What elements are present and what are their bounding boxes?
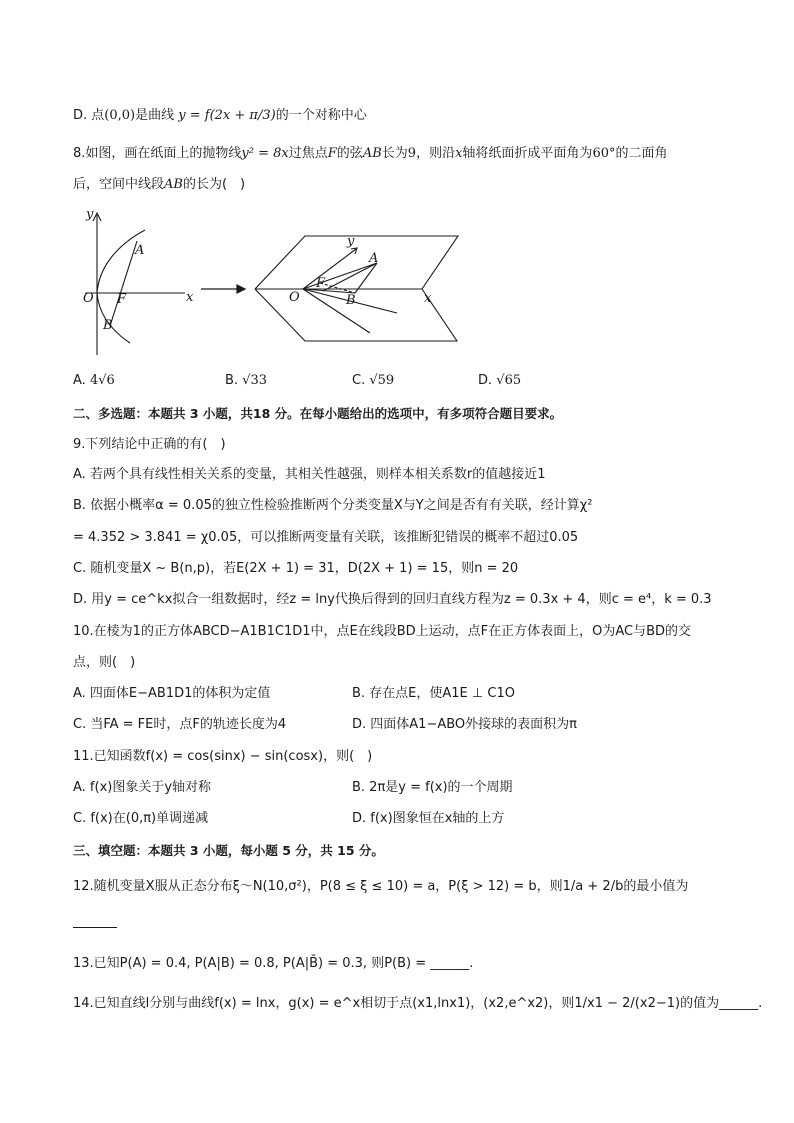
q7-option-d: D. 点(0,0)是曲线 y = f(2x + π/3)的一个对称中心 — [73, 108, 367, 123]
q11-option-b: B. 2π是y = f(x)的一个周期 — [352, 780, 513, 795]
q10-option-a: A. 四面体E−AB1D1的体积为定值 — [73, 686, 271, 701]
q8-figure — [65, 205, 465, 360]
label-o-right: O — [289, 290, 300, 305]
parabola-diagram — [85, 213, 185, 355]
q13-stem: 13.已知P(A) = 0.4, P(A|B) = 0.8, P(A|B̄) = 0.3, 则P(B) = ______. — [73, 956, 474, 971]
label-y-left: y — [86, 207, 94, 222]
q8-options — [73, 373, 773, 393]
folded-plane-diagram — [255, 236, 458, 341]
q9-option-b-line2: = 4.352 > 3.841 = χ0.05，可以推断两变量有关联，该推断犯错误的概率不超过0.05 — [73, 530, 579, 545]
q10-options-row1 — [73, 685, 515, 703]
q10-option-d: D. 四面体A1−ABO外接球的表面积为π — [352, 717, 577, 732]
q9-option-d: D. 用y = ce^kx拟合一组数据时，经z = lny代换后得到的回归直线方程为z = 0.3x + 4，则c = e⁴，k = 0.3 — [73, 592, 712, 607]
section-heading-multiple-choice: 二、多选题：本题共 3 小题，共18 分。在每小题给出的选项中，有多项符合题目要求。 — [73, 406, 563, 421]
q8-stem-line2: 后，空间中线段AB的长为( ) — [73, 177, 246, 192]
label-x-right: x — [424, 291, 432, 306]
q12-answer-blank[interactable] — [73, 927, 117, 928]
q7-d-expression: y = f(2x + π/3) — [178, 108, 276, 123]
q8-option-c: C. √59 — [352, 373, 395, 388]
q11-options-row2 — [73, 810, 505, 828]
q11-option-a: A. f(x)图象关于y轴对称 — [73, 780, 212, 795]
q11-option-c: C. f(x)在(0,π)单调递减 — [73, 811, 209, 826]
label-f-left: F — [117, 292, 127, 307]
q11-stem: 11.已知函数f(x) = cos(sinx) − sin(cosx)，则( ) — [73, 749, 373, 764]
label-x-left: x — [186, 290, 194, 305]
q9-option-b-line1: B. 依据小概率α = 0.05的独立性检验推断两个分类变量X与Y之间是否有有关联，经计算χ² — [73, 498, 593, 513]
section-heading-fill-in: 三、填空题：本题共 3 小题，每小题 5 分，共 15 分。 — [73, 843, 384, 858]
label-a-right: A — [369, 251, 379, 266]
q14-stem: 14.已知直线l分别与曲线f(x) = lnx，g(x) = e^x相切于点(x1,lnx1)，(x2,e^x2)，则1/x1 − 2/(x2−1)的值为______. — [73, 996, 763, 1011]
fold-arrow — [201, 285, 245, 293]
label-a-left: A — [135, 243, 145, 258]
q11-options-row1 — [73, 779, 513, 797]
q9-option-a: A. 若两个具有线性相关关系的变量，其相关性越强，则样本相关系数r的值越接近1 — [73, 467, 546, 482]
q10-stem-line1: 10.在棱为1的正方体ABCD−A1B1C1D1中，点E在线段BD上运动，点F在正方体表面上，O为AC与BD的交 — [73, 624, 692, 639]
q10-option-b: B. 存在点E，使A1E ⊥ C1O — [352, 686, 515, 701]
q10-stem-line2: 点，则( ) — [73, 655, 136, 670]
q9-stem: 9.下列结论中正确的有( ) — [73, 437, 226, 452]
q8-option-b: B. √33 — [225, 373, 268, 388]
label-y-right: y — [347, 234, 355, 249]
q10-options-row2 — [73, 716, 577, 734]
q8-option-a: A. 4√6 — [73, 373, 115, 388]
q8-stem-line1: 8.如图，画在纸面上的抛物线y² = 8x过焦点F的弦AB长为9，则沿x轴将纸面折成平面角为60°的二面角 — [73, 146, 668, 161]
label-f-right: F — [316, 276, 326, 291]
q9-option-c: C. 随机变量X ~ B(n,p)，若E(2X + 1) = 31，D(2X + 1) = 15，则n = 20 — [73, 561, 519, 576]
label-o-left: O — [83, 291, 94, 306]
q11-option-d: D. f(x)图象恒在x轴的上方 — [352, 811, 505, 826]
q12-stem: 12.随机变量X服从正态分布ξ～N(10,σ²)，P(8 ≤ ξ ≤ 10) = a，P(ξ > 12) = b，则1/a + 2/b的最小值为 — [73, 879, 689, 894]
label-b-left: B — [103, 318, 113, 333]
q8-option-d: D. √65 — [478, 373, 522, 388]
q10-option-c: C. 当FA = FE时，点F的轨迹长度为4 — [73, 717, 287, 732]
label-b-right: B — [346, 293, 356, 308]
